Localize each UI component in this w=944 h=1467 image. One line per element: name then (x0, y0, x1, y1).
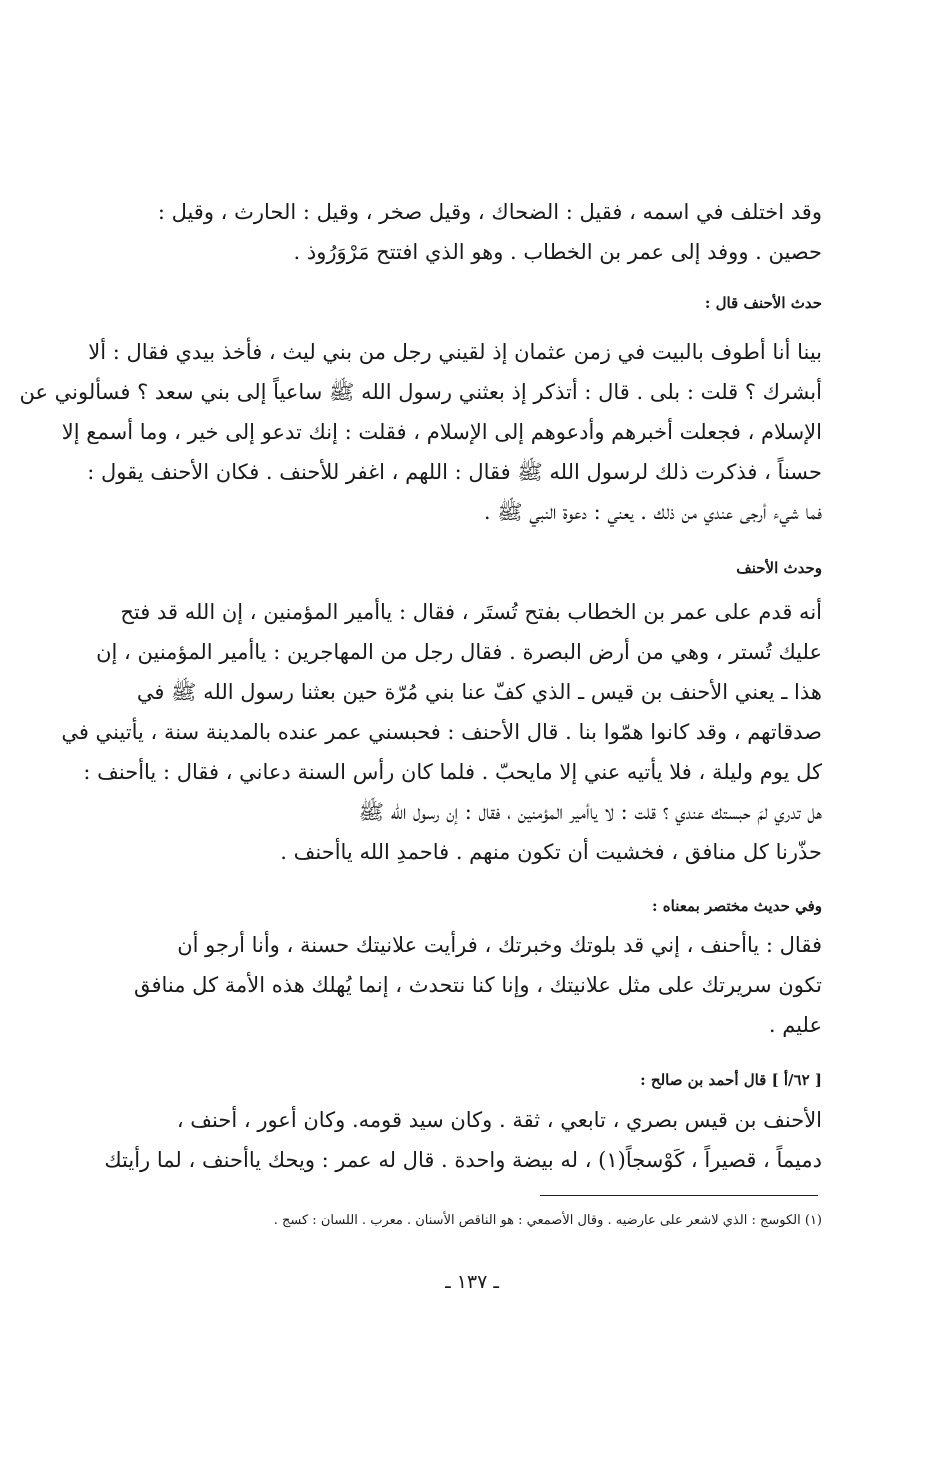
text-line: حذّرنا كل منافق ، فخشيت أن تكون منهم . فاحمدِ الله ياأحنف . (280, 840, 822, 864)
paragraph-short-hadith (132, 925, 822, 1045)
section-heading: وفي حديث مختصر بمعناه : (652, 897, 822, 915)
paragraph-name-dispute (132, 192, 822, 272)
text-line: الأحنف بن قيس بصري ، تابعي ، ثقة . وكان سيد قومه. وكان أعور ، أحنف ، (176, 1108, 822, 1132)
text-line: تكون سريرتك على مثل علانيتك ، وإنا كنا نتحدث ، إنما يُهلك هذه الأمة كل منافق (133, 973, 822, 997)
text-line: الإسلام ، فجعلت أخبرهم وأدعوهم إلى الإسلام ، فقلت : إنك تدعو إلى خير ، وما أسمع إلا (61, 420, 822, 444)
footnote-divider (540, 1195, 818, 1196)
text-line: وقد اختلف في اسمه ، فقيل : الضحاك ، وقيل صخر ، وقيل : الحارث ، وقيل : (157, 200, 822, 224)
text-line: هذا ـ يعني الأحنف بن قيس ـ الذي كفّ عنا بني مُرّة حين بعثنا رسول الله ﷺ في (136, 680, 822, 704)
section-heading: وحدث الأحنف (736, 559, 822, 577)
section-heading: [ ٦٢/أ ] قال أحمد بن صالح : (640, 1071, 822, 1089)
text-line: حصين . ووفد إلى عمر بن الخطاب . وهو الذي افتتح مَرْوَرُوذ . (293, 240, 822, 264)
text-line: هل تدري لمَ حبستك عندي ؟ قلت : لا ياأمير المؤمنين ، فقال : إن رسول الله ﷺ (358, 800, 822, 824)
text-line: دميماً ، قصيراً ، كَوْسجاً(١) ، له بيضة واحدة . قال له عمر : ويحك ياأحنف ، لما رأيتك (104, 1148, 822, 1172)
text-line: حسناً ، فذكرت ذلك لرسول الله ﷺ فقال : اللهم ، اغفر للأحنف . فكان الأحنف يقول : (87, 460, 822, 484)
text-line: فما شيء أرجى عندي من ذلك . يعني : دعوة النبي ﷺ . (483, 500, 822, 524)
text-line: عليك تُستر ، وهي من أرض البصرة . فقال رجل من المهاجرين : ياأمير المؤمنين ، إن (96, 640, 822, 664)
text-line: كل يوم وليلة ، فلا يأتيه عني إلا مايحبّ . فلما كان رأس السنة دعاني ، فقال : ياأحنف : (83, 760, 822, 784)
text-line: بينا أنا أطوف بالبيت في زمن عثمان إذ لقيني رجل من بني ليث ، فأخذ بيدي فقال : ألا (88, 340, 822, 364)
text-line: صدقاتهم ، وقد كانوا همّوا بنا . قال الأحنف : فحبسني عمر عنده بالمدينة سنة ، يأتيني في (61, 720, 822, 744)
text-line: أنه قدم على عمر بن الخطاب بفتح تُستَر ، فقال : ياأمير المؤمنين ، إن الله قد فتح (120, 600, 822, 624)
text-line: أبشرك ؟ قلت : بلى . قال : أتذكر إذ بعثني رسول الله ﷺ ساعياً إلى بني سعد ؟ فسألوني عن (19, 380, 822, 404)
footnote: (١) الكوسج : الذي لاشعر على عارضيه . وقال الأصمعي : هو الناقص الأسنان . معرب . اللسان : كسج . (273, 1213, 822, 1228)
paragraph-hadith-tawaf (19, 332, 822, 532)
paragraph-tustar (61, 592, 822, 872)
page-number: ـ ١٣٧ ـ (445, 1271, 499, 1293)
section-heading: حدث الأحنف قال : (704, 294, 822, 312)
paragraph-ahmad-ibn-salih (104, 1100, 822, 1180)
text-line: عليم . (768, 1013, 822, 1037)
text-line: فقال : ياأحنف ، إني قد بلوتك وخبرتك ، فرأيت علانيتك حسنة ، وأنا أرجو أن (177, 933, 822, 957)
